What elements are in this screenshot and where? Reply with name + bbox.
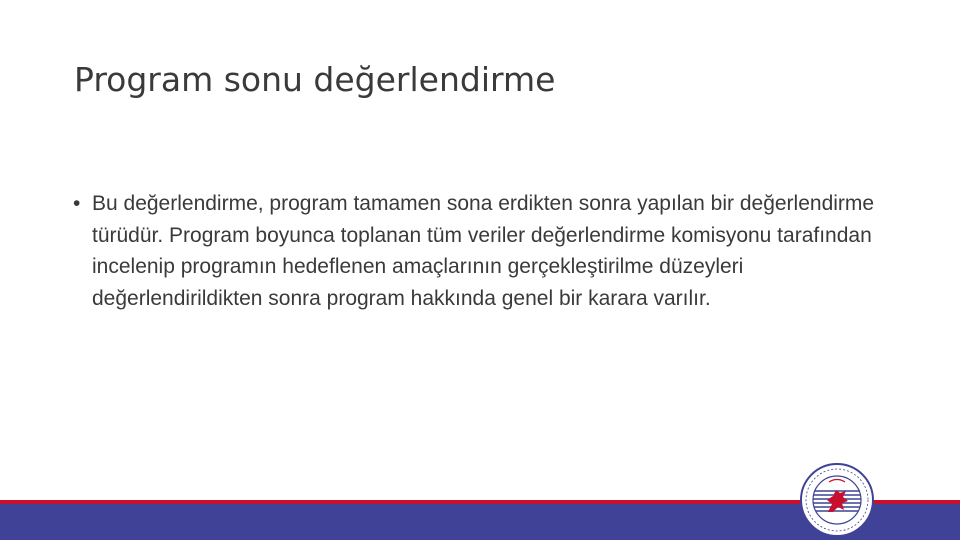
bullet-item bbox=[70, 188, 900, 314]
bullet-list bbox=[70, 188, 900, 314]
bullet-marker: • bbox=[73, 192, 81, 215]
university-seal-icon bbox=[797, 460, 877, 540]
bullet-text: Bu değerlendirme, program tamamen sona erdikten sonra yapılan bir değerlendirme türüdür. Program boyunca toplanan tüm veriler değerlendirme komisyonu tarafından incelenip programın hedeflenen amaçlarının gerçekleştirilme düzeyleri değerlendirildikten sonra program hakkında genel bir karara varılır. bbox=[92, 192, 875, 310]
slide-title: Program sonu değerlendirme bbox=[74, 60, 556, 99]
